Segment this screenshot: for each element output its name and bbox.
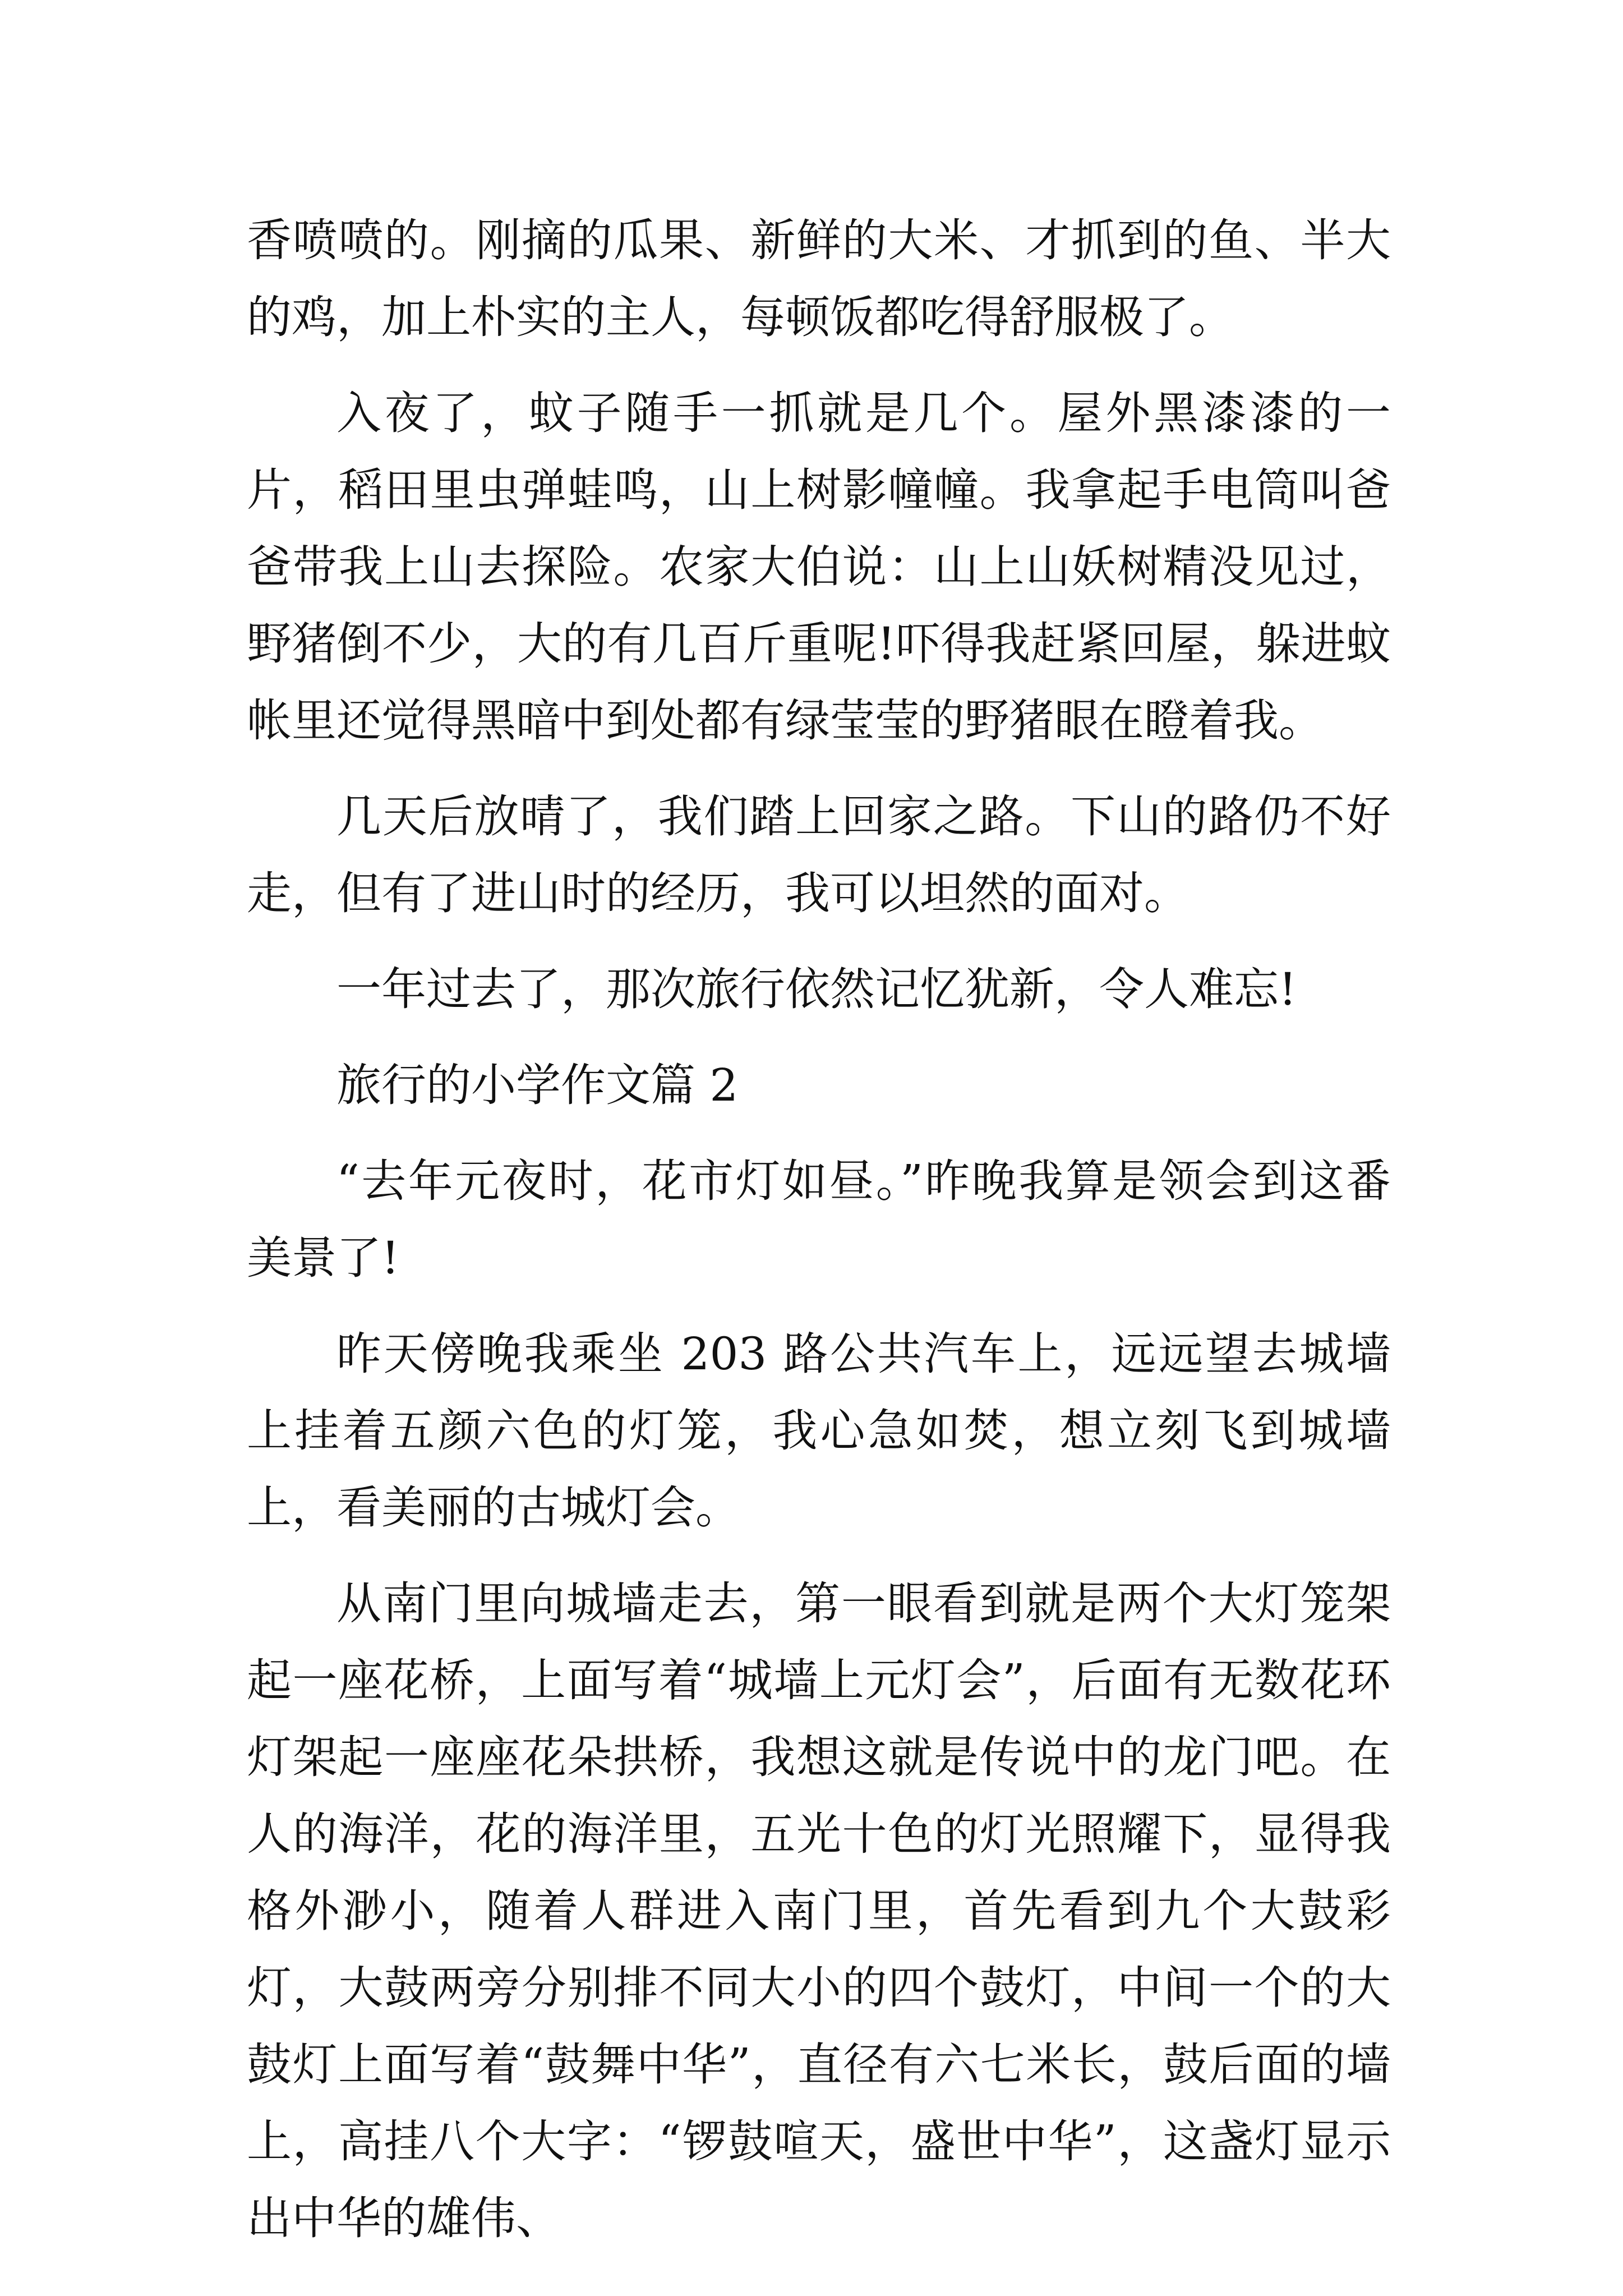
paragraph-bus: 昨天傍晚我乘坐 203 路公共汽车上，远远望去城墙上挂着五颜六色的灯笼，我心急如焚，想立刻飞到城墙上，看美丽的古城灯会。 <box>247 1328 1391 1534</box>
paragraph-return: 几天后放晴了，我们踏上回家之路。下山的路仍不好走，但有了进山时的经历，我可以坦然的面对。 <box>247 790 1391 919</box>
paragraph-continued: 香喷喷的。刚摘的瓜果、新鲜的大米、才抓到的鱼、半大的鸡，加上朴实的主人，每顿饭都吃得舒服极了。 <box>247 214 1391 343</box>
paragraph-night: 入夜了，蚊子随手一抓就是几个。屋外黑漆漆的一片，稻田里虫弹蛙鸣，山上树影幢幢。我拿起手电筒叫爸爸带我上山去探险。农家大伯说：山上山妖树精没见过，野猪倒不少，大的有几百斤重呢!吓得我赶紧回屋，躲进蚊帐里还觉得黑暗中到处都有绿莹莹的野猪眼在瞪着我。 <box>247 387 1391 747</box>
paragraph-quote: “去年元夜时，花市灯如昼。”昨晚我算是领会到这番美景了! <box>247 1155 1391 1284</box>
section-heading: 旅行的小学作文篇 2 <box>336 1059 739 1111</box>
paragraph-memory: 一年过去了，那次旅行依然记忆犹新，令人难忘! <box>336 963 1297 1015</box>
article-body <box>247 202 1391 2257</box>
paragraph-lanterns: 从南门里向城墙走去，第一眼看到就是两个大灯笼架起一座花桥，上面写着“城墙上元灯会”，后面有无数花环灯架起一座座花朵拱桥，我想这就是传说中的龙门吧。在人的海洋，花的海洋里，五光十色的灯光照耀下，显得我格外渺小，随着人群进入南门里，首先看到九个大鼓彩灯，大鼓两旁分别排不同大小的四个鼓灯，中间一个的大鼓灯上面写着“鼓舞中华”，直径有六七米长，鼓后面的墙上，高挂八个大字：“锣鼓喧天，盛世中华”，这盏灯显示出中华的雄伟、 <box>247 1577 1391 2244</box>
